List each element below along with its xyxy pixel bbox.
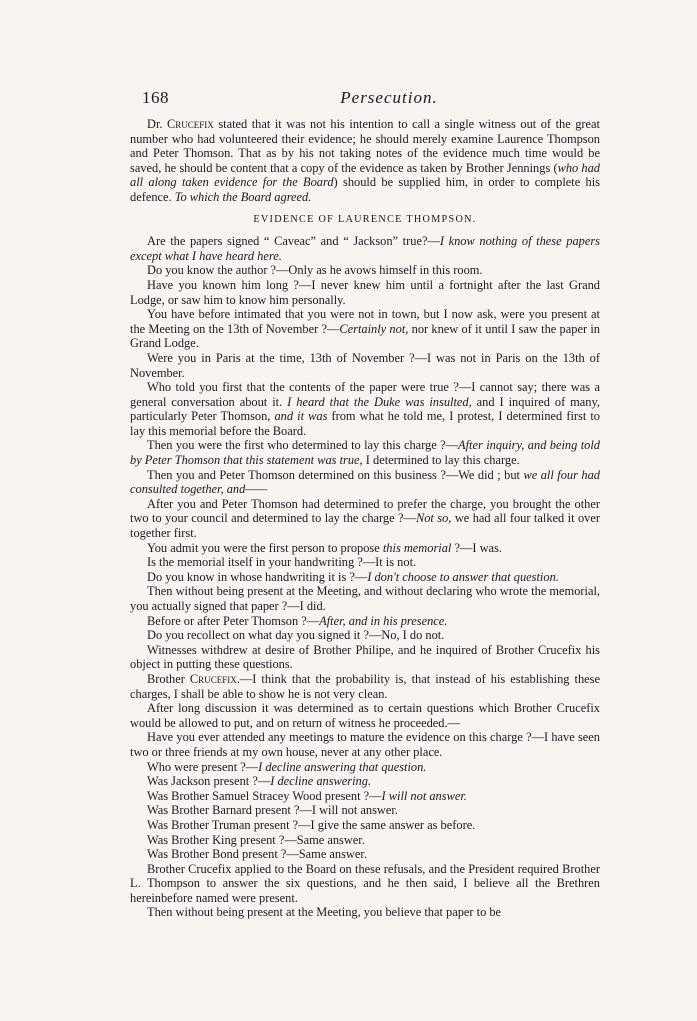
qa-paragraph: Do you recollect on what day you signed it ?—No, I do not. [147, 628, 445, 643]
qa-paragraph: Who were present ?—I decline answering that question. [147, 759, 427, 774]
qa-paragraph: Brother Crucefix.—I think that the probability is, that instead of his establishing these charges, I shall be able to show he is not very clean. [130, 671, 600, 701]
qa-paragraph: Were you in Paris at the time, 13th of November ?—I was not in Paris on the 13th of November. [130, 350, 600, 380]
qa-paragraph: You admit you were the first person to propose this memorial ?—I was. [147, 540, 502, 555]
qa-paragraph: Brother Crucefix applied to the Board on these refusals, and the President required Brother L. Thompson to answer the six questions, and he then said, I believe all the Brethren hereinbefore named were present. [130, 861, 600, 905]
page-number: 168 [142, 88, 169, 107]
page-body [130, 117, 600, 920]
qa-paragraph: Before or after Peter Thomson ?—After, and in his presence. [147, 613, 448, 628]
qa-paragraph: Have you ever attended any meetings to mature the evidence on this charge ?—I have seen two or three friends at my own house, never at any other place. [130, 730, 600, 759]
qa-paragraph: Have you known him long ?—I never knew him until a fortnight after the last Grand Lodge, or saw him to know him personally. [130, 277, 600, 307]
qa-paragraph: Is the memorial itself in your handwriting ?—It is not. [147, 555, 417, 570]
qa-paragraph: Then you were the first who determined to lay this charge ?—After inquiry, and being told by Peter Thomson that this statement was true, I determined to lay this charge. [130, 438, 600, 468]
qa-paragraph: Was Jackson present ?—I decline answering. [147, 774, 372, 789]
qa-paragraph: After long discussion it was determined as to certain questions which Brother Crucefix would be allowed to put, and on return of witness he proceeded.— [130, 701, 600, 730]
qa-paragraph: Witnesses withdrew at desire of Brother Philipe, and he inquired of Brother Crucefix his object in putting these questions. [130, 642, 600, 672]
qa-paragraph: Was Brother King present ?—Same answer. [147, 832, 365, 847]
qa-paragraph: Then without being present at the Meeting, you believe that paper to be [147, 905, 502, 920]
qa-paragraph: After you and Peter Thomson had determined to prefer the charge, you brought the other two to your council and determined to lay the charge ?—Not so, we had all four talked it over together first. [130, 496, 600, 541]
qa-paragraph: Do you know the author ?—Only as he avows himself in this room. [147, 263, 483, 278]
qa-paragraph: Are the papers signed “ Caveac” and “ Jackson” true?—I know nothing of these papers except what I have heard here. [130, 234, 600, 263]
page-header [142, 88, 606, 114]
qa-paragraph: You have before intimated that you were not in town, but I now ask, were you present at the Meeting on the 13th of November ?—Certainly not, nor knew of it until I saw the paper in Grand Lodge. [130, 307, 600, 351]
qa-paragraph: Was Brother Truman present ?—I give the same answer as before. [147, 817, 476, 832]
qa-paragraph: Was Brother Samuel Stracey Wood present ?—I will not answer. [147, 788, 467, 803]
qa-paragraph: Do you know in whose handwriting it is ?—I don't choose to answer that question. [147, 569, 559, 584]
qa-paragraph: Was Brother Bond present ?—Same answer. [147, 847, 367, 862]
qa-paragraph: Then you and Peter Thomson determined on this business ?—We did ; but we all four had consulted together, and—— [130, 467, 600, 497]
qa-paragraph: Was Brother Barnard present ?—I will not answer. [147, 803, 398, 818]
section-heading: EVIDENCE OF LAURENCE THOMPSON. [253, 213, 477, 225]
qa-paragraph: Who told you first that the contents of the paper were true ?—I cannot say; there was a general conversation about it. I heard that the Duke was insulted, and I inquired of many, particularly Peter Thomson, and it was from what he told me, I protest, I determined first to lay this memorial before the Board. [130, 380, 600, 438]
intro-paragraph: Dr. Crucefix stated that it was not his intention to call a single witness out of the great number who had volunteered their evidence; he should merely examine Laurence Thompson and Peter Thomson. That as by his not taking notes of the evidence much time would be saved, he should be content that a copy of the evidence as taken by Brother Jennings (who had all along taken evidence for the Board) should be supplied him, in order to complete his defence. To which the Board agreed. [130, 117, 600, 204]
qa-paragraph: Then without being present at the Meeting, and without declaring who wrote the memorial, you actually signed that paper ?—I did. [130, 584, 600, 613]
running-title: Persecution. [340, 88, 438, 107]
